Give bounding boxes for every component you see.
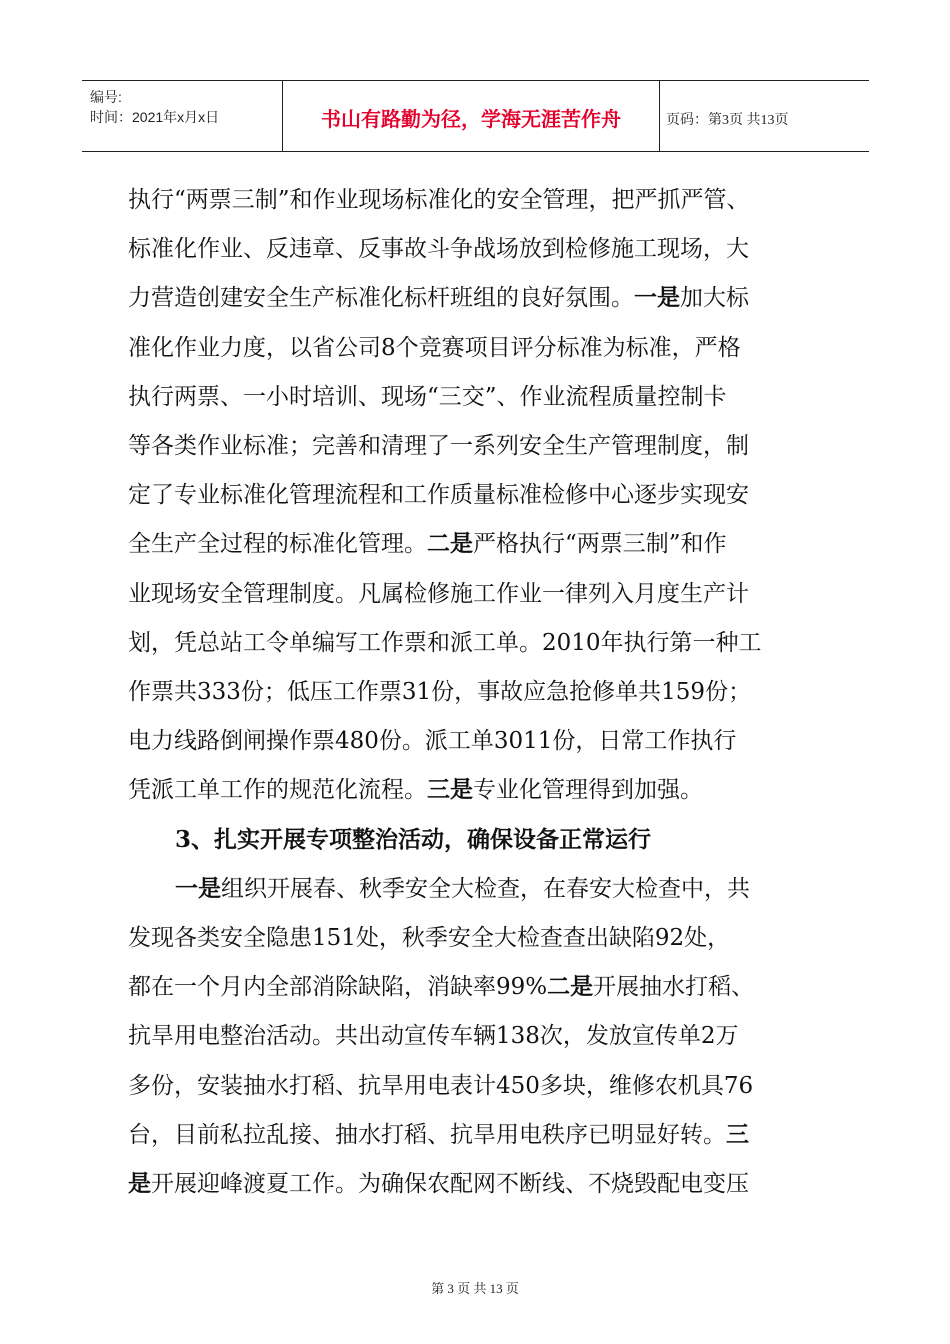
body-text-line	[128, 382, 727, 412]
text-run: 开展抽水打稻、	[593, 974, 755, 1000]
text-run: 作票共333份；低压工作票31份，事故应急抢修单共159份；	[128, 679, 752, 705]
text-run: 业现场安全管理制度。凡属检修施工作业一律列入月度生产计	[128, 581, 749, 607]
body-text-line	[128, 579, 749, 609]
body-text-line	[128, 1021, 739, 1051]
text-run: 多份，安装抽水打稻、抗旱用电表计450多块，维修农机具76	[128, 1073, 754, 1099]
body-text-line	[128, 431, 749, 461]
text-run: 全生产全过程的标准化管理。	[128, 531, 427, 557]
page-footer: 第 3 页 共 13 页	[431, 1281, 519, 1296]
text-run: 专业化管理得到加强。	[473, 777, 703, 803]
text-run: 加大标	[680, 285, 749, 311]
text-run: 准化作业力度，以省公司8个竞赛项目评分标准为标准，严格	[128, 335, 741, 361]
body-text-line	[128, 529, 727, 559]
text-run: 严格执行“两票三制”和作	[473, 531, 727, 557]
header-motto-cell	[283, 81, 660, 151]
emphasis-text: 三	[726, 1121, 749, 1148]
emphasis-text: 三是	[427, 776, 473, 803]
text-run: 都在一个月内全部消除缺陷，消缺率99%	[128, 974, 548, 1000]
header-page-info: 页码：第3页 共13页	[666, 113, 789, 128]
text-run: 电力线路倒闸操作票480份。派工单3011份，日常工作执行	[128, 728, 737, 754]
body-text-line	[128, 726, 736, 756]
emphasis-text: 二是	[427, 530, 473, 557]
text-run: 台，目前私拉乱接、抽水打稻、抗旱用电秩序已明显好转。	[128, 1122, 726, 1148]
body-text-line	[128, 185, 750, 215]
text-run: 标准化作业、反违章、反事故斗争战场放到检修施工现场，大	[128, 236, 749, 262]
header-meta-cell	[82, 81, 283, 151]
text-run: 划，凭总站工令单编写工作票和派工单。2010年执行第一种工	[128, 630, 762, 656]
body-text-line	[128, 923, 730, 953]
emphasis-text: 一是	[634, 284, 680, 311]
document-number-label: 编号:	[90, 89, 122, 105]
text-run: 凭派工单工作的规范化流程。	[128, 777, 427, 803]
body-text-line	[128, 283, 749, 313]
page-header	[82, 80, 869, 152]
text-run: 定了专业标准化管理流程和工作质量标准检修中心逐步实现安	[128, 482, 749, 508]
body-text-line	[128, 1169, 749, 1199]
text-run: 开展迎峰渡夏工作。为确保农配网不断线、不烧毁配电变压	[151, 1171, 749, 1197]
body-text-line	[128, 775, 703, 805]
body-text-line	[128, 1120, 749, 1150]
body-text-line	[128, 333, 741, 363]
body-text-line	[128, 677, 751, 707]
emphasis-text: 一是	[175, 875, 221, 902]
header-page-cell	[660, 81, 869, 151]
emphasis-text: 二是	[547, 973, 594, 1000]
body-text-line	[128, 234, 749, 264]
section-heading	[175, 825, 651, 855]
text-run: 等各类作业标准；完善和清理了一系列安全生产管理制度，制	[128, 433, 749, 459]
body-text-line	[128, 1071, 753, 1101]
document-time-label: 时间：2021年x月x日	[90, 109, 220, 125]
text-run: 力营造创建安全生产标准化标杆班组的良好氛围。	[128, 285, 634, 311]
emphasis-text: 3、扎实开展专项整治活动，确保设备正常运行	[175, 826, 652, 853]
text-run: 抗旱用电整治活动。共出动宣传车辆138次，发放宣传单2万	[128, 1023, 739, 1049]
body-text-line	[128, 628, 762, 658]
body-text-line	[128, 972, 754, 1002]
text-run: 组织开展春、秋季安全大检查，在春安大检查中，共	[221, 876, 750, 902]
text-run: 执行两票、一小时培训、现场“三交”、作业流程质量控制卡	[128, 384, 727, 410]
text-run: 执行“两票三制”和作业现场标准化的安全管理，把严抓严管、	[128, 187, 750, 213]
emphasis-text: 是	[128, 1170, 151, 1197]
body-text-line	[175, 874, 750, 904]
header-motto: 书山有路勤为径，学海无涯苦作舟	[321, 107, 621, 131]
body-text-line	[128, 480, 749, 510]
text-run: 发现各类安全隐患151处，秋季安全大检查查出缺陷92处，	[128, 925, 731, 951]
